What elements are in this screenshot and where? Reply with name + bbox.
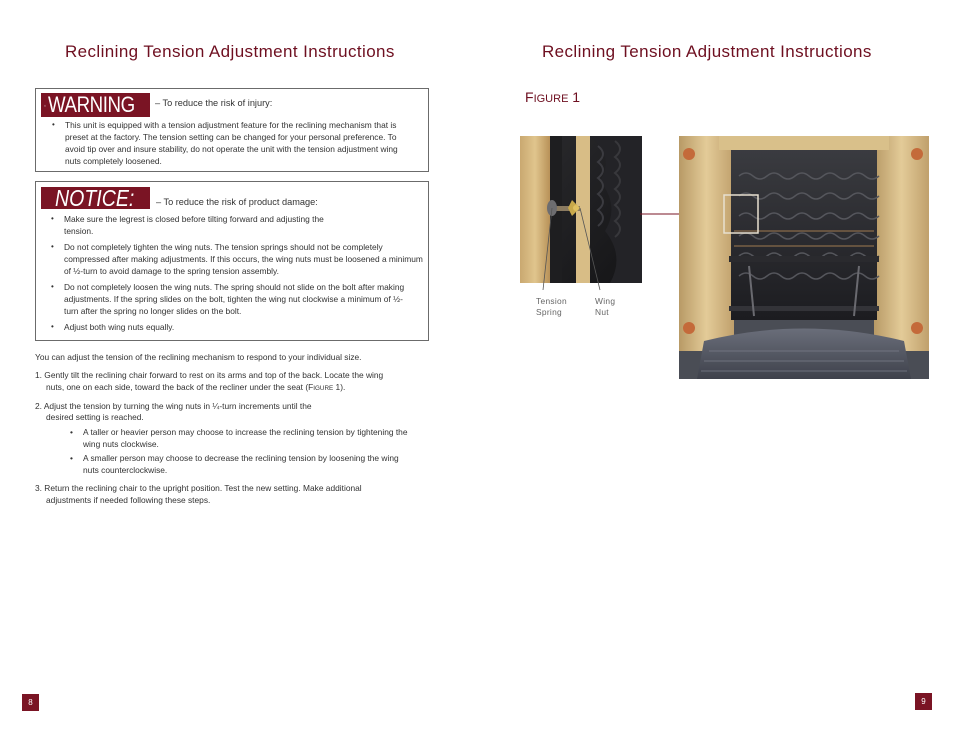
step-1-text: nuts, one on each side, toward the back of the recliner under the seat ( bbox=[46, 382, 309, 392]
list-item: • This unit is equipped with a tension adjustment feature for the reclining mechanism that is preset at the factory. The tension setting can be changed for your personal preference. To avoid tip over and insure stability, do not operate the unit with the tension adjustment wing nuts completely loosened. bbox=[37, 119, 409, 167]
step-2-sub-1-line-2: wing nuts clockwise. bbox=[83, 439, 159, 449]
figure-label-number: 1 bbox=[568, 89, 581, 105]
notice-badge bbox=[41, 187, 150, 209]
figure-label-smallcaps: IGURE bbox=[533, 93, 569, 105]
step-3-line-1: 3. Return the reclining chair to the upright position. Test the new setting. Make additional bbox=[35, 483, 362, 493]
step-1-line-1: 1. Gently tilt the reclining chair forward to rest on its arms and top of the back. Locate the wing bbox=[35, 370, 384, 380]
caption-tension-spring bbox=[536, 296, 567, 318]
list-item: • Make sure the legrest is closed before tilting forward and adjusting the tension. bbox=[36, 213, 354, 237]
left-page-heading: Reclining Tension Adjustment Instructions bbox=[65, 42, 395, 61]
recliner-underside-photo bbox=[679, 136, 929, 379]
step-1-line-2 bbox=[46, 381, 345, 395]
figure-label bbox=[525, 89, 580, 105]
list-item: • Adjust both wing nuts equally. bbox=[36, 321, 426, 333]
warning-subtitle: – To reduce the risk of injury: bbox=[155, 98, 273, 108]
caption-wing-nut bbox=[595, 296, 615, 318]
caption-wing: Wing bbox=[595, 296, 616, 306]
notice-label: NOTICE: bbox=[55, 185, 135, 211]
figure-ref-smallcaps: IGURE bbox=[313, 385, 334, 392]
warning-triangle-icon bbox=[44, 97, 46, 114]
step-2-line-1: 2. Adjust the tension by turning the wing nuts in ¼-turn increments until the bbox=[35, 401, 312, 411]
figure-ref-end: 1). bbox=[333, 382, 346, 392]
intro-text: You can adjust the tension of the reclining mechanism to respond to your individual size. bbox=[35, 352, 362, 362]
notice-list bbox=[36, 213, 426, 337]
warning-label: WARNING bbox=[47, 92, 135, 117]
step-3-line-2: adjustments if needed following these steps. bbox=[46, 495, 211, 505]
left-page-number: 8 bbox=[22, 694, 39, 711]
figure-ref-initial: F bbox=[308, 382, 314, 392]
step-2-sub-2-line-2: nuts counterclockwise. bbox=[83, 465, 168, 475]
step-2-line-2: desired setting is reached. bbox=[46, 412, 144, 422]
caption-nut: Nut bbox=[595, 307, 609, 317]
caption-tension: Tension bbox=[536, 296, 567, 306]
caption-pointer-lines bbox=[520, 190, 620, 300]
step-2-sub-1-line-1: • A taller or heavier person may choose to increase the reclining tension by tightening the bbox=[83, 426, 408, 438]
notice-subtitle: – To reduce the risk of product damage: bbox=[156, 197, 318, 207]
warning-badge bbox=[41, 93, 150, 117]
caption-spring: Spring bbox=[536, 307, 563, 317]
warning-list bbox=[37, 119, 409, 171]
step-2-sub-2-line-1: • A smaller person may choose to decrease the reclining tension by loosening the wing bbox=[83, 452, 399, 464]
list-item: • Do not completely loosen the wing nuts. The spring should not slide on the bolt after making adjustments. If the spring slides on the bolt, tighten the wing nut clockwise a minimum of ½-turn after the spring no longer slides on the bolt. bbox=[36, 281, 414, 317]
list-item: • Do not completely tighten the wing nuts. The tension springs should not be completely compressed after making adjustments. If this occurs, the wing nuts must be loosened a minimum of ½-turn to avoid damage to the spring tension assembly. bbox=[36, 241, 426, 277]
right-page-heading: Reclining Tension Adjustment Instructions bbox=[542, 42, 872, 61]
right-page-number: 9 bbox=[915, 693, 932, 710]
figure-label-initial: F bbox=[525, 89, 534, 105]
